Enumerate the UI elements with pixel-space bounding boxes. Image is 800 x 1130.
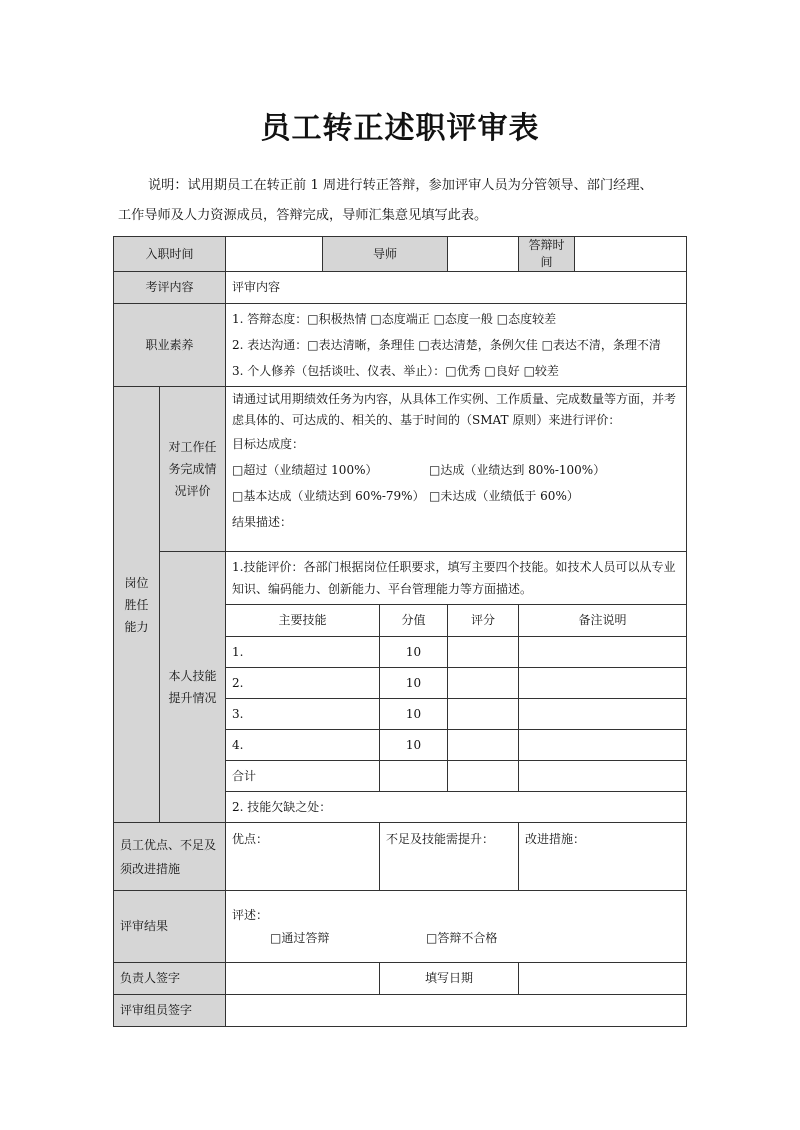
competency-label	[114, 387, 160, 823]
skill-rating-field[interactable]	[448, 637, 519, 668]
skill-lack: 2. 技能欠缺之处：	[226, 792, 687, 823]
entry-time-label: 入职时间	[114, 237, 226, 272]
intro-line-2: 工作导师及人力资源成员，答辩完成，导师汇集意见填写此表。	[118, 208, 488, 223]
skill-score: 10	[380, 637, 448, 668]
task-label-line-3: 况评价	[174, 484, 211, 498]
competency-label-line-1: 岗位	[124, 575, 149, 590]
skill-rating-field[interactable]	[448, 668, 519, 699]
target-options-row-2	[232, 483, 680, 509]
skill-notes-field[interactable]	[519, 637, 687, 668]
task-label-line-1: 对工作任	[168, 440, 217, 454]
strengths-label-line-1: 员工优点、不足及	[120, 837, 217, 852]
skill-total-score[interactable]	[380, 761, 448, 792]
task-row	[114, 387, 687, 552]
improvements-field[interactable]: 改进措施：	[519, 823, 687, 891]
skill-score: 10	[380, 668, 448, 699]
skill-label-line-1: 本人技能	[168, 669, 217, 683]
strengths-row	[114, 823, 687, 891]
task-label-line-2: 务完成情	[168, 462, 217, 476]
skill-intro-line-2: 知识、编码能力、创新能力、平台管理能力等方面描述。	[232, 582, 533, 596]
review-form-table	[113, 236, 687, 1027]
skill-name: 3.	[226, 699, 380, 730]
panel-signature-label: 评审组员签字	[114, 995, 226, 1027]
personal-cultivation-line[interactable]: 3. 个人修养（包括谈吐、仪表、举止）：□优秀 □良好 □较差	[232, 364, 559, 378]
skill-rating-field[interactable]	[448, 730, 519, 761]
entry-time-field[interactable]	[226, 237, 323, 272]
task-label	[160, 387, 226, 552]
target-options-row-1	[232, 457, 680, 483]
skill-notes-field[interactable]	[519, 699, 687, 730]
result-description: 结果描述：	[232, 515, 293, 529]
defense-time-field[interactable]	[575, 237, 687, 272]
skill-intro	[226, 552, 687, 605]
option-achieve[interactable]: □达成（业绩达到 80%-100%）	[429, 463, 606, 477]
fail-option[interactable]: □答辩不合格	[426, 930, 498, 945]
skill-score: 10	[380, 699, 448, 730]
owner-signature-field[interactable]	[226, 963, 380, 995]
competency-label-line-2: 胜任	[124, 597, 149, 612]
skill-header-rating: 评分	[448, 605, 519, 637]
skill-name: 2.	[226, 668, 380, 699]
skill-rating-field[interactable]	[448, 699, 519, 730]
skill-name: 1.	[226, 637, 380, 668]
skill-intro-line-1: 1.技能评价：各部门根据岗位任职要求，填写主要四个技能。如技术人员可以从专业	[232, 560, 676, 574]
owner-signature-row	[114, 963, 687, 995]
shortcomings-field[interactable]: 不足及技能需提升：	[380, 823, 519, 891]
skill-header-name: 主要技能	[226, 605, 380, 637]
fill-date-label: 填写日期	[380, 963, 519, 995]
skill-name: 4.	[226, 730, 380, 761]
defense-attitude-line[interactable]: 1. 答辩态度：□积极热情 □态度端正 □态度一般 □态度较差	[232, 312, 557, 326]
strengths-label	[114, 823, 226, 891]
task-content	[226, 387, 687, 552]
fill-date-field[interactable]	[519, 963, 687, 995]
skill-intro-row	[114, 552, 687, 605]
mentor-field[interactable]	[448, 237, 519, 272]
skill-total-rating[interactable]	[448, 761, 519, 792]
pass-option[interactable]: □通过答辩	[270, 930, 330, 945]
intro-line-1: 说明：试用期员工在转正前 1 周进行转正答辩，参加评审人员为分管领导、部门经理、	[148, 178, 653, 193]
skill-notes-field[interactable]	[519, 730, 687, 761]
communication-line[interactable]: 2. 表达沟通：□表达清晰，条理佳 □表达清楚，条例欠佳 □表达不清，条理不清	[232, 338, 661, 352]
review-comment: 评述：	[232, 907, 269, 922]
mentor-label: 导师	[323, 237, 448, 272]
review-result-row	[114, 891, 687, 963]
content-row	[114, 272, 687, 304]
option-not-achieve[interactable]: □未达成（业绩低于 60%）	[429, 489, 579, 503]
skill-header-notes: 备注说明	[519, 605, 687, 637]
skill-header-score: 分值	[380, 605, 448, 637]
panel-signature-row	[114, 995, 687, 1027]
skill-total-notes[interactable]	[519, 761, 687, 792]
literacy-row	[114, 304, 687, 387]
page-title: 员工转正述职评审表	[260, 111, 540, 146]
task-para-line-1: 请通过试用期绩效任务为内容，从具体工作实例、工作质量、完成数量等方面，并考	[232, 392, 677, 406]
option-exceed[interactable]: □超过（业绩超过 100%）	[232, 463, 378, 477]
defense-time-label: 答辩时间	[519, 237, 575, 272]
skill-score: 10	[380, 730, 448, 761]
competency-label-line-3: 能力	[124, 619, 149, 634]
skill-total-label: 合计	[226, 761, 380, 792]
advantages-field[interactable]: 优点：	[226, 823, 380, 891]
content-value: 评审内容	[226, 272, 687, 304]
task-para-line-2: 虑具体的、可达成的、相关的、基于时间的（SMAT 原则）来进行评价：	[232, 413, 621, 427]
content-label: 考评内容	[114, 272, 226, 304]
literacy-label: 职业素养	[114, 304, 226, 387]
literacy-options	[226, 304, 687, 387]
option-basic[interactable]: □基本达成（业绩达到 60%-79%）	[232, 489, 425, 503]
owner-signature-label: 负责人签字	[114, 963, 226, 995]
panel-signature-field[interactable]	[226, 995, 687, 1027]
review-result-options	[232, 926, 680, 950]
strengths-label-line-2: 须改进措施	[120, 861, 181, 876]
basic-info-row	[114, 237, 687, 272]
review-result-content	[226, 891, 687, 963]
skill-label-line-2: 提升情况	[168, 691, 217, 705]
skill-notes-field[interactable]	[519, 668, 687, 699]
skill-label	[160, 552, 226, 823]
target-label: 目标达成度：	[232, 437, 305, 451]
review-result-label: 评审结果	[114, 891, 226, 963]
